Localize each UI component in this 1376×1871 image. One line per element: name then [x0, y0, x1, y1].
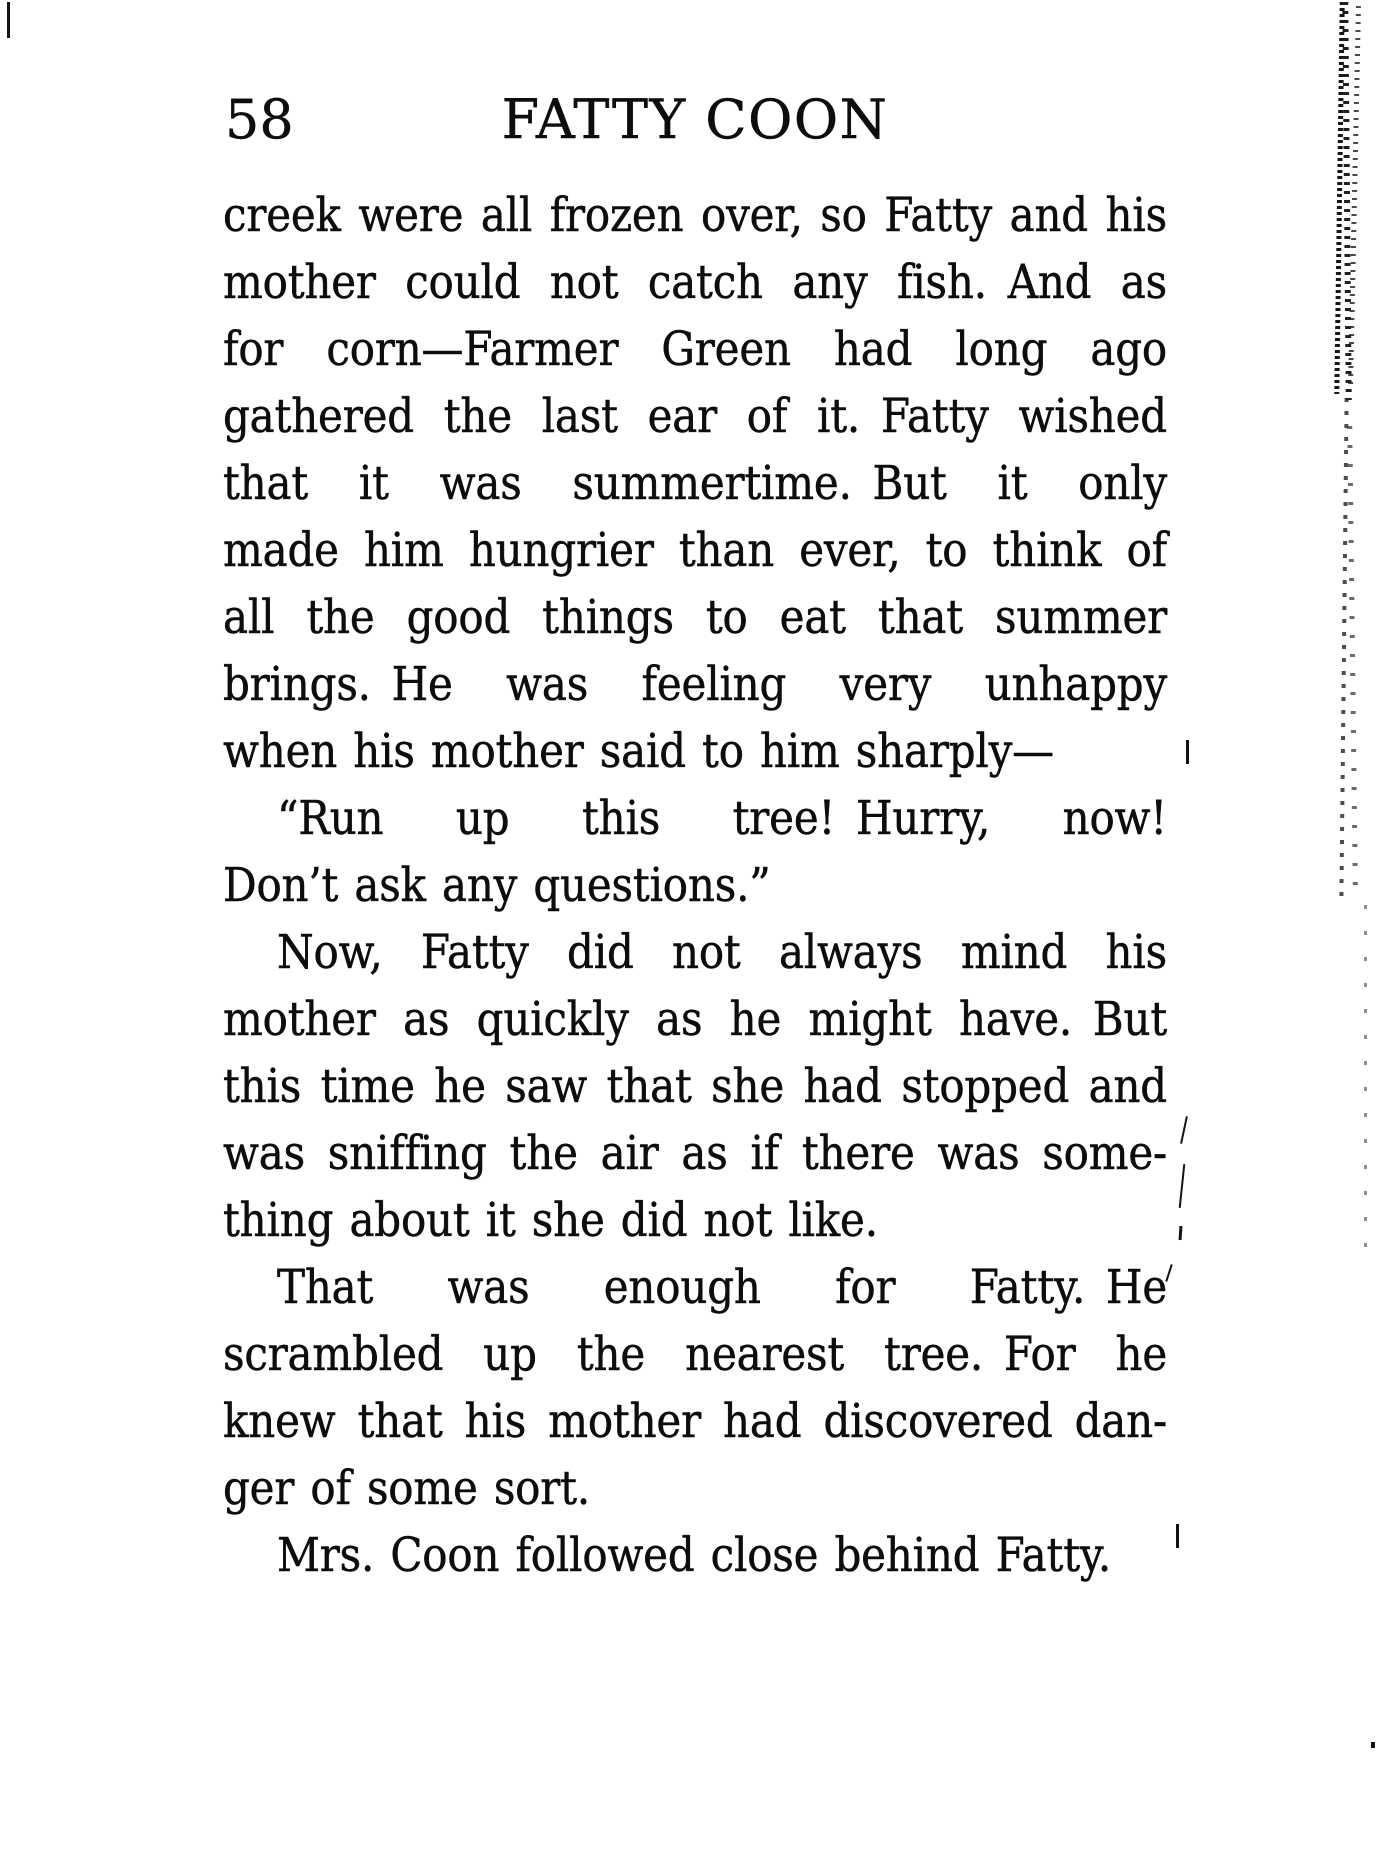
text-line: made him hungrier than ever, to think of: [223, 522, 1167, 577]
scan-mark: [1186, 740, 1189, 764]
text-line: Mrs. Coon followed close behind Fatty.: [277, 1527, 1111, 1582]
text-line: creek were all frozen over, so Fatty and his: [223, 187, 1167, 242]
text-line: Now, Fatty did not always mind his: [277, 924, 1167, 979]
text-line: That was enough for Fatty. He: [277, 1259, 1167, 1314]
text-line: brings. He was feeling very unhappy: [223, 656, 1167, 711]
scan-mark: [1180, 1116, 1188, 1144]
body-text: [223, 177, 1167, 1584]
text-line: thing about it she did not like.: [223, 1192, 878, 1247]
text-line: mother as quickly as he might have. But: [223, 991, 1167, 1046]
scan-streak-low: [1364, 905, 1367, 1260]
scan-mark: [1371, 1742, 1375, 1748]
text-line: mother could not catch any fish. And as: [223, 254, 1167, 309]
text-line: for corn—Farmer Green had long ago: [223, 321, 1167, 376]
text-line: was sniffing the air as if there was some-: [223, 1125, 1167, 1180]
scan-mark: [1176, 1524, 1179, 1548]
text-line: all the good things to eat that summer: [223, 589, 1167, 644]
text-line: this time he saw that she had stopped and: [223, 1058, 1167, 1113]
text-line: that it was summertime. But it only: [223, 455, 1167, 510]
page-header: [223, 88, 1167, 151]
scan-mark: [1179, 1164, 1186, 1208]
scan-mark: [7, 2, 10, 38]
text-line: gathered the last ear of it. Fatty wished: [223, 388, 1167, 443]
scan-mark: [1179, 1226, 1183, 1240]
text-line: scrambled up the nearest tree. For he: [223, 1326, 1167, 1381]
text-line: ger of some sort.: [223, 1460, 590, 1515]
text-line: when his mother said to him sharply—: [223, 723, 1054, 778]
text-line: Don’t ask any questions.”: [223, 857, 771, 912]
text-line: knew that his mother had discovered dan-: [223, 1393, 1167, 1448]
text-line: “Run up this tree! Hurry, now!: [277, 790, 1167, 845]
page-number: 58: [225, 88, 294, 151]
running-title: FATTY COON: [501, 88, 889, 151]
scan-streak-mid: [1347, 420, 1358, 890]
